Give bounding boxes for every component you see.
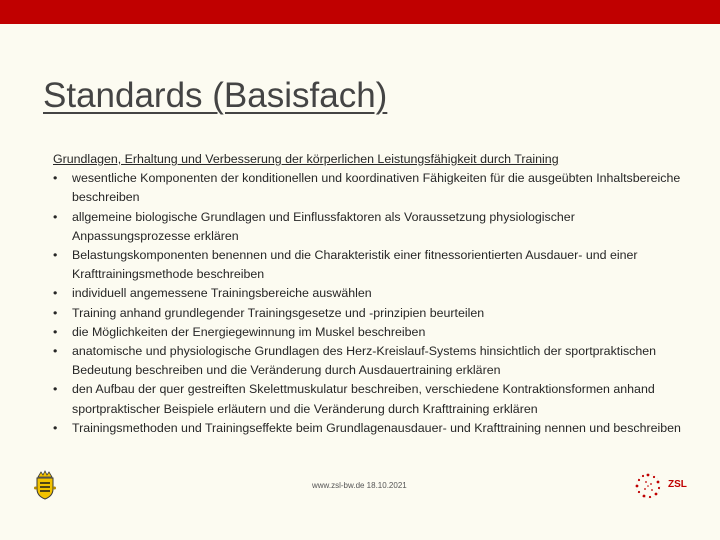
state-crest-icon: [34, 470, 56, 500]
bullet-marker: •: [53, 382, 58, 397]
bullet-marker: •: [53, 248, 58, 263]
list-item: [53, 419, 688, 438]
list-item-text: den Aufbau der quer gestreiften Skelettmuskulatur beschreiben, verschiedene Kontraktionsformen anhand sportpraktischer Beispiele erläutern und die Veränderung durch Krafttraining erklären: [72, 382, 655, 416]
list-item-text: wesentliche Komponenten der konditionellen und koordinativen Fähigkeiten für die ausgeübten Inhaltsbereiche beschreiben: [72, 171, 681, 205]
bullet-marker: •: [53, 209, 58, 224]
bullet-marker: •: [53, 305, 58, 320]
slide-content: [53, 150, 688, 438]
list-item: [53, 323, 688, 342]
list-item: [53, 169, 688, 207]
bullet-marker: •: [53, 344, 58, 359]
slide-subtitle: Grundlagen, Erhaltung und Verbesserung der körperlichen Leistungsfähigkeit durch Training: [53, 152, 559, 166]
list-item: [53, 246, 688, 284]
list-item-text: Trainingsmethoden und Trainingseffekte beim Grundlagenausdauer- und Krafttraining nennen und beschreiben: [72, 420, 681, 435]
list-item: [53, 380, 688, 418]
list-item: [53, 304, 688, 323]
list-item-text: Training anhand grundlegender Trainingsgesetze und -prinzipien beurteilen: [72, 305, 485, 320]
list-item: [53, 284, 688, 303]
list-item-text: anatomische und physiologische Grundlagen des Herz-Kreislauf-Systems hinsichtlich der sportpraktischen Bedeutung beschreiben und die Veränderung durch Ausdauertraining erklären: [72, 344, 657, 378]
top-accent-bar: [0, 0, 720, 24]
zsl-logo-text: ZSL: [668, 479, 687, 490]
list-item: [53, 208, 688, 246]
list-item-text: allgemeine biologische Grundlagen und Einflussfaktoren als Voraussetzung physiologischer Anpassungsprozesse erklären: [72, 209, 575, 243]
bullet-marker: •: [53, 324, 58, 339]
bullet-marker: •: [53, 171, 58, 186]
slide-title: Standards (Basisfach): [43, 76, 388, 115]
list-item-text: Belastungskomponenten benennen und die Charakteristik einer fitnessorientierten Ausdauer- und einer Krafttrainingsmethode beschreiben: [72, 248, 638, 282]
list-item: [53, 342, 688, 380]
list-item-text: individuell angemessene Trainingsbereiche auswählen: [72, 286, 372, 301]
bullet-marker: •: [53, 286, 58, 301]
list-item-text: die Möglichkeiten der Energiegewinnung im Muskel beschreiben: [72, 324, 426, 339]
bullet-list: [53, 169, 688, 438]
bullet-marker: •: [53, 420, 58, 435]
footer-text: www.zsl-bw.de 18.10.2021: [312, 481, 407, 490]
